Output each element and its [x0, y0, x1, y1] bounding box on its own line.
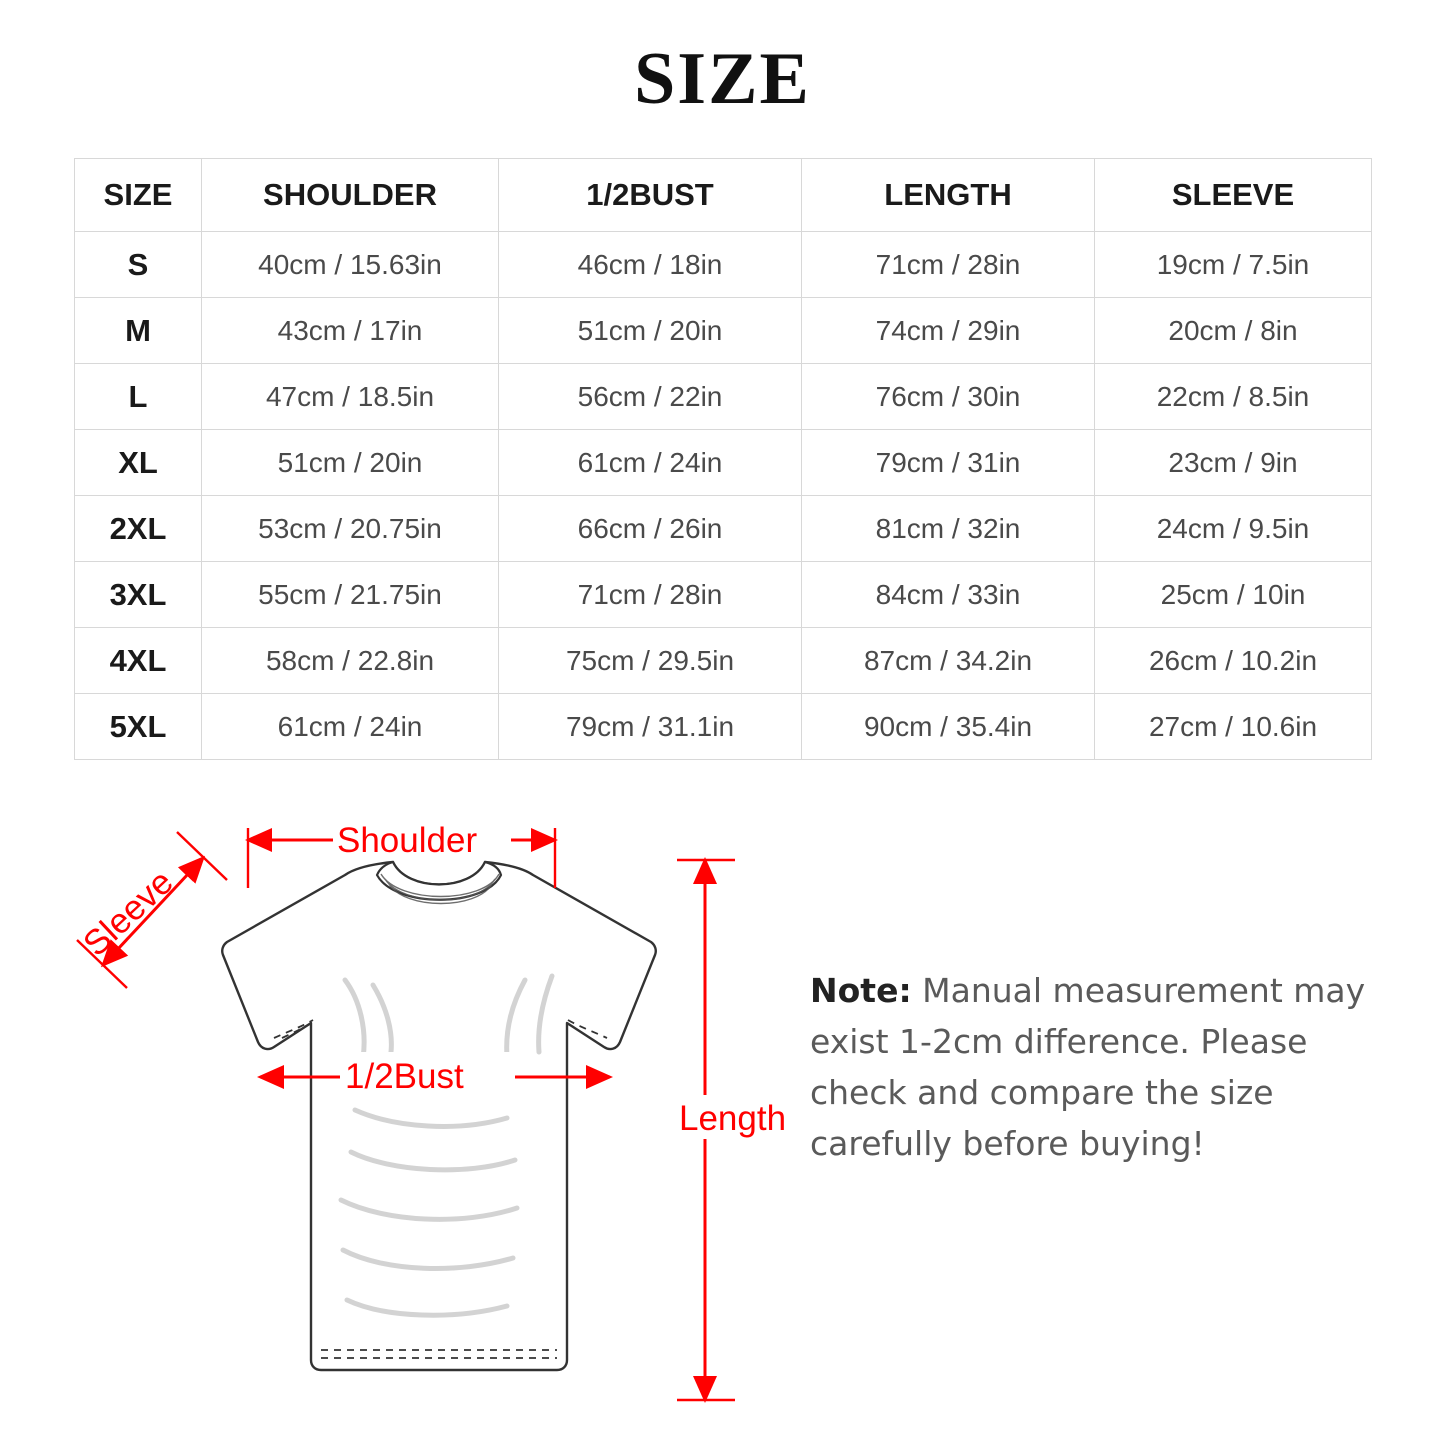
- table-header-row: [75, 159, 1372, 232]
- page-title: SIZE: [634, 38, 811, 120]
- cell-bust: 79cm / 31.1in: [499, 694, 802, 760]
- cell-sleeve: 22cm / 8.5in: [1095, 364, 1372, 430]
- column-header-length: LENGTH: [802, 159, 1095, 232]
- cell-shoulder: 61cm / 24in: [202, 694, 499, 760]
- cell-size: XL: [75, 430, 202, 496]
- sleeve-label: Sleeve: [75, 862, 181, 964]
- cell-size: 2XL: [75, 496, 202, 562]
- cell-shoulder: 43cm / 17in: [202, 298, 499, 364]
- cell-length: 87cm / 34.2in: [802, 628, 1095, 694]
- cell-sleeve: 25cm / 10in: [1095, 562, 1372, 628]
- cell-bust: 46cm / 18in: [499, 232, 802, 298]
- note-text: Manual measurement may exist 1-2cm difference. Please check and compare the size carefully before buying!: [810, 971, 1366, 1164]
- shoulder-label: Shoulder: [337, 821, 478, 860]
- cell-shoulder: 53cm / 20.75in: [202, 496, 499, 562]
- cell-shoulder: 47cm / 18.5in: [202, 364, 499, 430]
- table-row: [75, 694, 1372, 760]
- table-row: [75, 562, 1372, 628]
- tshirt-illustration: [222, 862, 656, 1370]
- size-chart-table: [74, 158, 1372, 760]
- table-row: [75, 364, 1372, 430]
- column-header-size: SIZE: [75, 159, 202, 232]
- column-header-sleeve: SLEEVE: [1095, 159, 1372, 232]
- cell-size: 5XL: [75, 694, 202, 760]
- table-row: [75, 628, 1372, 694]
- cell-bust: 66cm / 26in: [499, 496, 802, 562]
- note-block: [810, 965, 1390, 1170]
- cell-shoulder: 51cm / 20in: [202, 430, 499, 496]
- table-row: [75, 430, 1372, 496]
- cell-size: 3XL: [75, 562, 202, 628]
- cell-length: 90cm / 35.4in: [802, 694, 1095, 760]
- bust-label: 1/2Bust: [345, 1057, 464, 1096]
- cell-bust: 61cm / 24in: [499, 430, 802, 496]
- length-label: Length: [679, 1099, 787, 1138]
- cell-length: 79cm / 31in: [802, 430, 1095, 496]
- table-row: [75, 232, 1372, 298]
- cell-sleeve: 27cm / 10.6in: [1095, 694, 1372, 760]
- size-chart-table-wrapper: [74, 158, 1371, 760]
- cell-bust: 71cm / 28in: [499, 562, 802, 628]
- cell-length: 71cm / 28in: [802, 232, 1095, 298]
- cell-bust: 56cm / 22in: [499, 364, 802, 430]
- cell-length: 74cm / 29in: [802, 298, 1095, 364]
- table-row: [75, 496, 1372, 562]
- cell-shoulder: 40cm / 15.63in: [202, 232, 499, 298]
- cell-length: 81cm / 32in: [802, 496, 1095, 562]
- note-label: Note:: [810, 971, 912, 1010]
- column-header-shoulder: SHOULDER: [202, 159, 499, 232]
- cell-sleeve: 23cm / 9in: [1095, 430, 1372, 496]
- cell-sleeve: 20cm / 8in: [1095, 298, 1372, 364]
- column-header-bust: 1/2BUST: [499, 159, 802, 232]
- measurement-diagram: [55, 780, 795, 1420]
- cell-bust: 75cm / 29.5in: [499, 628, 802, 694]
- cell-sleeve: 24cm / 9.5in: [1095, 496, 1372, 562]
- cell-size: M: [75, 298, 202, 364]
- cell-size: 4XL: [75, 628, 202, 694]
- cell-sleeve: 19cm / 7.5in: [1095, 232, 1372, 298]
- cell-bust: 51cm / 20in: [499, 298, 802, 364]
- cell-length: 76cm / 30in: [802, 364, 1095, 430]
- cell-shoulder: 58cm / 22.8in: [202, 628, 499, 694]
- table-row: [75, 298, 1372, 364]
- cell-sleeve: 26cm / 10.2in: [1095, 628, 1372, 694]
- cell-size: S: [75, 232, 202, 298]
- cell-size: L: [75, 364, 202, 430]
- cell-length: 84cm / 33in: [802, 562, 1095, 628]
- cell-shoulder: 55cm / 21.75in: [202, 562, 499, 628]
